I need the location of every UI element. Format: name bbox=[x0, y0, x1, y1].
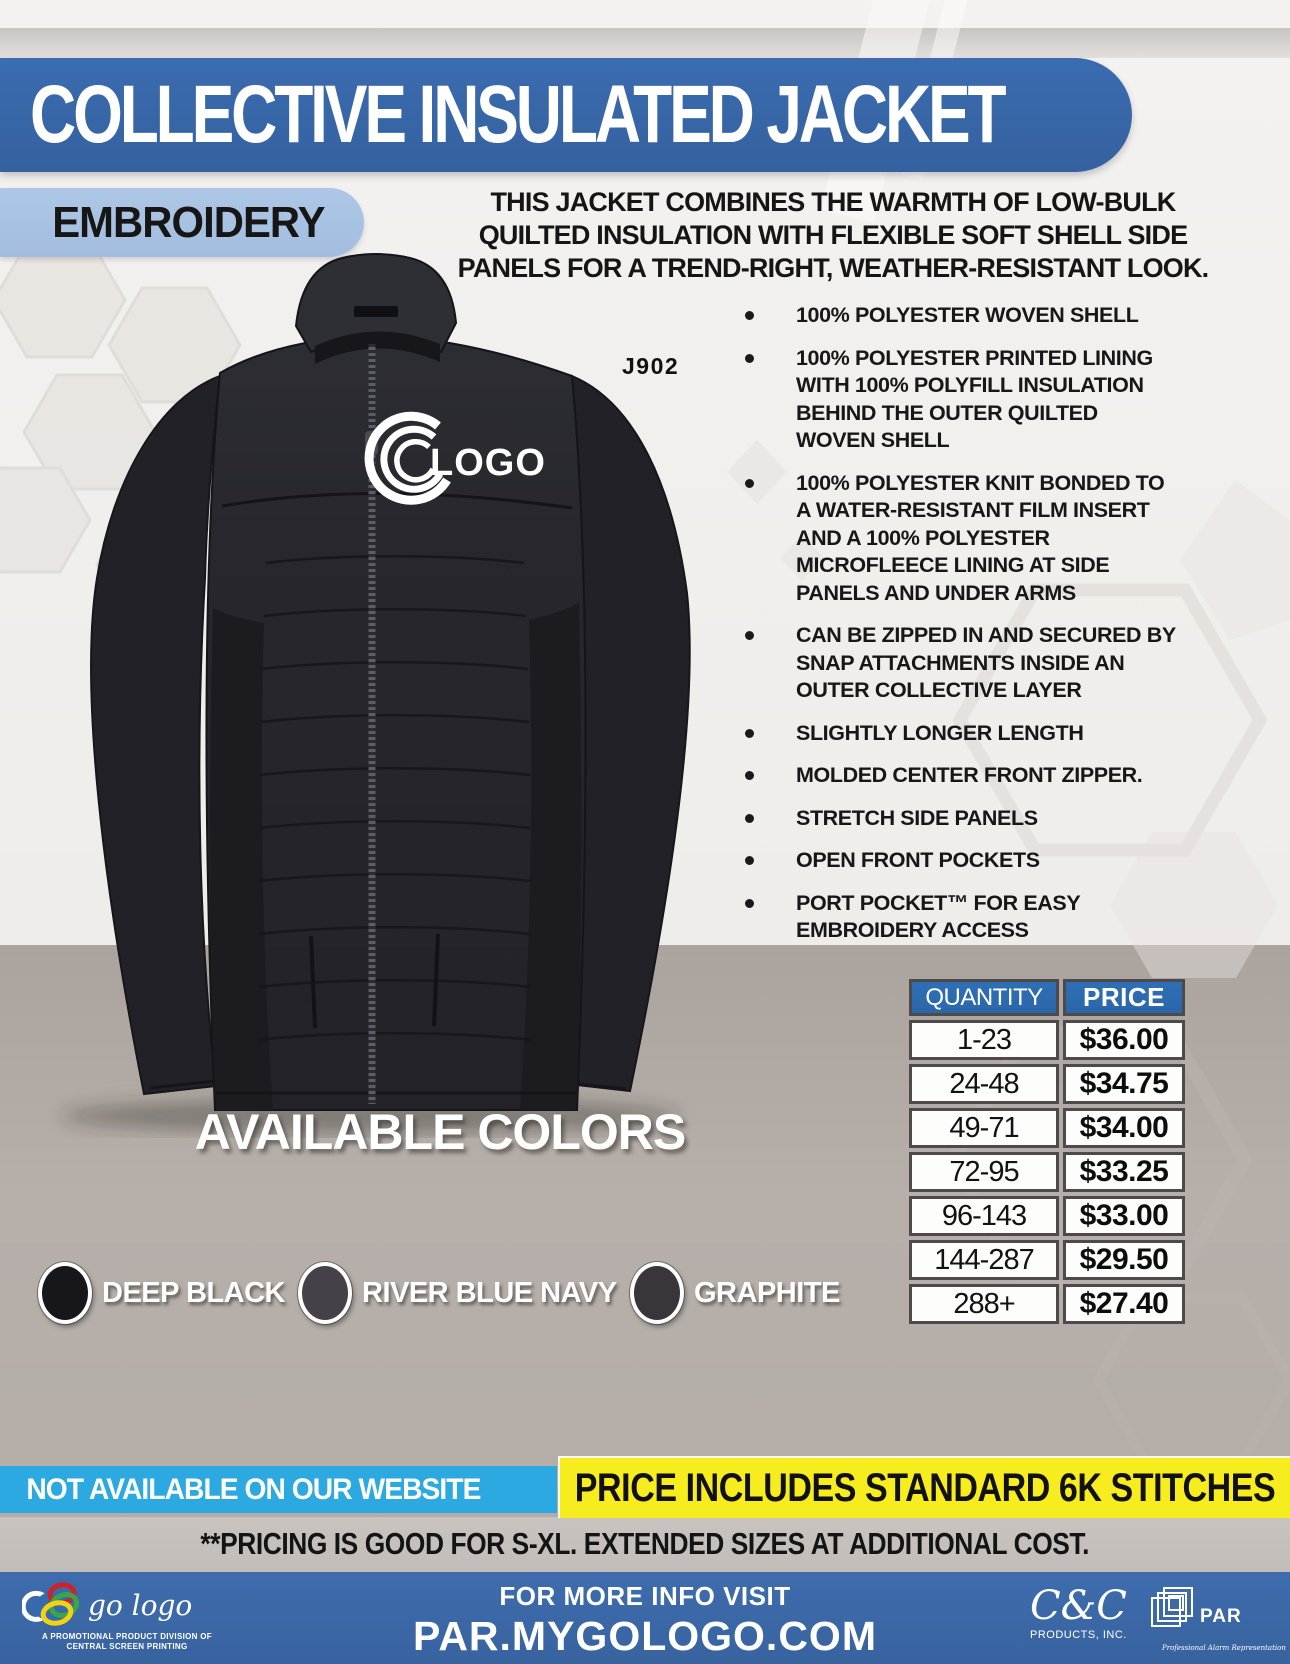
price-cell: $34.75 bbox=[1063, 1064, 1185, 1104]
color-swatch-graphite bbox=[630, 1262, 840, 1324]
title-banner bbox=[0, 58, 1132, 172]
feature-text: CAN BE ZIPPED IN AND SECURED BY SNAP ATTACHMENTS INSIDE AN OUTER COLLECTIVE LAYER bbox=[796, 623, 1176, 702]
feature-item bbox=[742, 720, 1178, 748]
feature-item bbox=[742, 762, 1178, 790]
price-row bbox=[909, 1152, 1185, 1192]
feature-item bbox=[742, 805, 1178, 833]
price-row bbox=[909, 1108, 1185, 1148]
price-row bbox=[909, 1284, 1185, 1324]
not-available-text: NOT AVAILABLE ON OUR WEBSITE bbox=[26, 1472, 481, 1506]
color-swatch-river-blue-navy bbox=[298, 1262, 617, 1324]
cc-products-logo bbox=[1030, 1583, 1127, 1641]
quantity-cell: 72-95 bbox=[909, 1152, 1059, 1192]
color-dot bbox=[630, 1262, 684, 1324]
feature-item bbox=[742, 622, 1178, 705]
feature-text: STRETCH SIDE PANELS bbox=[796, 805, 1038, 830]
price-row bbox=[909, 1064, 1185, 1104]
par-name-text: PAR bbox=[1200, 1606, 1242, 1627]
par-logo bbox=[1150, 1586, 1286, 1652]
price-cell: $29.50 bbox=[1063, 1240, 1185, 1280]
feature-text: SLIGHTLY LONGER LENGTH bbox=[796, 720, 1084, 745]
par-squares-icon bbox=[1150, 1586, 1198, 1634]
decoration-method-label: EMBROIDERY bbox=[52, 197, 325, 247]
feature-item bbox=[742, 890, 1178, 945]
quantity-cell: 1-23 bbox=[909, 1020, 1059, 1060]
price-row bbox=[909, 1020, 1185, 1060]
color-dot bbox=[298, 1262, 352, 1324]
pricing-table bbox=[905, 975, 1189, 1328]
feature-text: OPEN FRONT POCKETS bbox=[796, 848, 1040, 872]
pricing-note-text: **PRICING IS GOOD FOR S-XL. EXTENDED SIZES AT ADDITIONAL COST. bbox=[200, 1526, 1090, 1561]
feature-item bbox=[742, 345, 1178, 455]
page-title: COLLECTIVE INSULATED JACKET bbox=[30, 69, 1004, 160]
quantity-cell: 144-287 bbox=[909, 1240, 1059, 1280]
price-row bbox=[909, 1240, 1185, 1280]
feature-text: PORT POCKET™ FOR EASY EMBROIDERY ACCESS bbox=[796, 890, 1080, 942]
product-description: THIS JACKET COMBINES THE WARMTH OF LOW-BULK QUILTED INSULATION WITH FLEXIBLE SOFT SHELL SIDE PANELS FOR A TREND-RIGHT, WEATHER-RESISTANT LOOK. bbox=[457, 187, 1209, 284]
gologo-tagline-line1: A PROMOTIONAL PRODUCT DIVISION OF bbox=[42, 1632, 212, 1641]
pricing-header-row bbox=[909, 979, 1185, 1016]
price-row bbox=[909, 1196, 1185, 1236]
color-dot bbox=[38, 1262, 92, 1324]
jacket-photo bbox=[10, 248, 710, 1143]
gologo-script-text: go logo bbox=[88, 1588, 193, 1622]
not-available-banner bbox=[0, 1466, 557, 1513]
gologo-tagline-line2: CENTRAL SCREEN PRINTING bbox=[66, 1642, 188, 1652]
chest-logo-text: LOGO bbox=[430, 442, 546, 484]
cc-script-text: C&C bbox=[1030, 1583, 1127, 1629]
embroidery-banner bbox=[0, 188, 364, 257]
quantity-cell: 288+ bbox=[909, 1284, 1059, 1324]
quantity-cell: 96-143 bbox=[909, 1196, 1059, 1236]
price-cell: $27.40 bbox=[1063, 1284, 1185, 1324]
feature-text: MOLDED CENTER FRONT ZIPPER. bbox=[796, 763, 1143, 787]
footer bbox=[0, 1572, 1290, 1664]
gologo-logo bbox=[22, 1580, 232, 1653]
price-header: PRICE bbox=[1063, 979, 1185, 1016]
feature-list bbox=[742, 302, 1178, 960]
feature-text: 100% POLYESTER WOVEN SHELL bbox=[796, 303, 1139, 327]
gologo-rings-icon bbox=[22, 1580, 84, 1630]
quantity-cell: 24-48 bbox=[909, 1064, 1059, 1104]
feature-item bbox=[742, 470, 1178, 608]
price-includes-text: PRICE INCLUDES STANDARD 6K STITCHES bbox=[574, 1465, 1276, 1510]
available-colors-heading: AVAILABLE COLORS bbox=[194, 1104, 686, 1160]
color-swatch-deep-black bbox=[38, 1262, 285, 1324]
product-code: J902 bbox=[622, 353, 680, 379]
price-cell: $36.00 bbox=[1063, 1020, 1185, 1060]
jacket-left-sleeve bbox=[91, 376, 220, 1094]
price-cell: $33.25 bbox=[1063, 1152, 1185, 1192]
feature-text: 100% POLYESTER PRINTED LINING WITH 100% POLYFILL INSULATION BEHIND THE OUTER QUILTED WOVEN SHELL bbox=[796, 345, 1153, 452]
feature-item bbox=[742, 302, 1178, 330]
collar-brand-tag bbox=[354, 306, 398, 317]
feature-text: 100% POLYESTER KNIT BONDED TO A WATER-RESISTANT FILM INSERT AND A 100% POLYESTER MICROFLEECE LINING AT SIDE PANELS AND UNDER ARMS bbox=[796, 470, 1165, 605]
par-tagline: Professional Alarm Representation bbox=[1162, 1644, 1286, 1652]
price-cell: $33.00 bbox=[1063, 1196, 1185, 1236]
feature-item bbox=[742, 847, 1178, 875]
color-label: GRAPHITE bbox=[694, 1276, 840, 1309]
quantity-header: QUANTITY bbox=[909, 979, 1059, 1016]
price-includes-banner bbox=[558, 1456, 1290, 1518]
color-label: DEEP BLACK bbox=[102, 1276, 285, 1309]
more-info-label: FOR MORE INFO VISIT bbox=[499, 1581, 791, 1611]
cc-sub-text: PRODUCTS, INC. bbox=[1030, 1629, 1127, 1641]
pricing-note bbox=[0, 1526, 1290, 1562]
website-url: PAR.MYGOLOGO.COM bbox=[413, 1613, 877, 1659]
price-cell: $34.00 bbox=[1063, 1108, 1185, 1148]
quantity-cell: 49-71 bbox=[909, 1108, 1059, 1148]
color-label: RIVER BLUE NAVY bbox=[362, 1276, 617, 1309]
